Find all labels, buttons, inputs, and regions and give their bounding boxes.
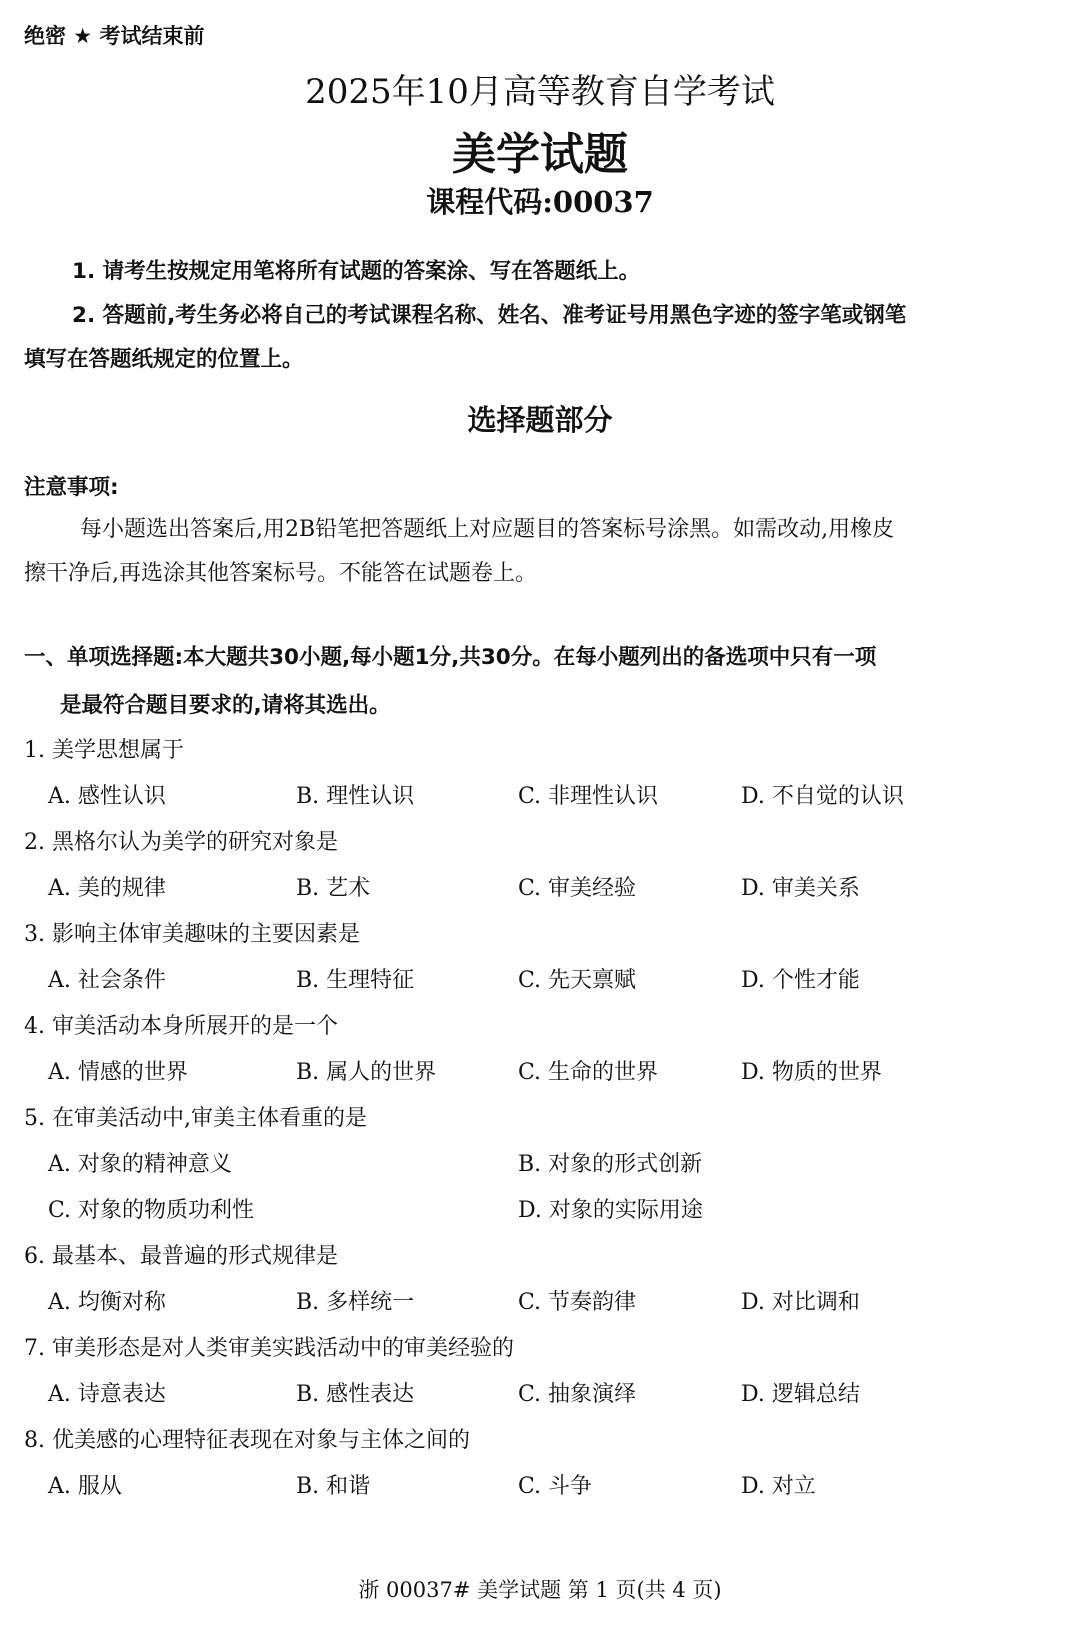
option-8d: D. 对立: [741, 1474, 816, 1499]
option-5d: D. 对象的实际用途: [518, 1198, 703, 1223]
option-7c: C. 抽象演绎: [518, 1382, 637, 1407]
question-5: 5. 在审美活动中,审美主体看重的是: [24, 1106, 367, 1131]
option-2b: B. 艺术: [296, 876, 371, 901]
option-8a: A. 服从: [48, 1474, 122, 1499]
option-5a: A. 对象的精神意义: [48, 1152, 232, 1177]
option-2c: C. 审美经验: [518, 876, 637, 901]
option-7a: A. 诗意表达: [48, 1382, 166, 1407]
confidential-label: 绝密 ★ 考试结束前: [24, 24, 205, 48]
subject-title: 美学试题: [452, 129, 628, 180]
notes-line-2: 擦干净后,再选涂其他答案标号。不能答在试题卷上。: [24, 561, 537, 586]
option-3d: D. 个性才能: [741, 968, 860, 993]
option-6c: C. 节奏韵律: [518, 1290, 637, 1315]
option-5b: B. 对象的形式创新: [518, 1152, 703, 1177]
option-4c: C. 生命的世界: [518, 1060, 659, 1085]
option-3b: B. 生理特征: [296, 968, 415, 993]
question-2: 2. 黑格尔认为美学的研究对象是: [24, 830, 338, 855]
option-8b: B. 和谐: [296, 1474, 371, 1499]
option-7d: D. 逻辑总结: [741, 1382, 860, 1407]
option-3a: A. 社会条件: [48, 968, 166, 993]
notes-title: 注意事项:: [24, 475, 119, 500]
option-1d: D. 不自觉的认识: [741, 784, 904, 809]
option-5c: C. 对象的物质功利性: [48, 1198, 255, 1223]
option-8c: C. 斗争: [518, 1474, 593, 1499]
course-code: 课程代码:00037: [426, 185, 654, 219]
option-3c: C. 先天禀赋: [518, 968, 637, 993]
option-1a: A. 感性认识: [48, 784, 166, 809]
notes-line-1: 每小题选出答案后,用2B铅笔把答题纸上对应题目的答案标号涂黑。如需改动,用橡皮: [80, 517, 895, 542]
question-7: 7. 审美形态是对人类审美实践活动中的审美经验的: [24, 1336, 514, 1361]
option-1b: B. 理性认识: [296, 784, 415, 809]
option-2d: D. 审美关系: [741, 876, 860, 901]
section-heading: 选择题部分: [467, 403, 613, 437]
option-4b: B. 属人的世界: [296, 1060, 437, 1085]
question-3: 3. 影响主体审美趣味的主要因素是: [24, 922, 360, 947]
instruction-line-1: 1. 请考生按规定用笔将所有试题的答案涂、写在答题纸上。: [72, 259, 641, 284]
option-2a: A. 美的规律: [48, 876, 166, 901]
instruction-line-2-continued: 填写在答题纸规定的位置上。: [24, 347, 304, 372]
option-4a: A. 情感的世界: [48, 1060, 188, 1085]
option-6a: A. 均衡对称: [48, 1290, 166, 1315]
question-4: 4. 审美活动本身所展开的是一个: [24, 1014, 338, 1039]
question-1: 1. 美学思想属于: [24, 738, 184, 763]
question-8: 8. 优美感的心理特征表现在对象与主体之间的: [24, 1428, 470, 1453]
option-6d: D. 对比调和: [741, 1290, 860, 1315]
page-footer: 浙 00037# 美学试题 第 1 页(共 4 页): [358, 1578, 722, 1602]
option-4d: D. 物质的世界: [741, 1060, 882, 1085]
option-6b: B. 多样统一: [296, 1290, 415, 1315]
exam-title: 2025年10月高等教育自学考试: [305, 72, 775, 112]
option-1c: C. 非理性认识: [518, 784, 659, 809]
part-heading: 一、单项选择题:本大题共30小题,每小题1分,共30分。在每小题列出的备选项中只有一项: [24, 645, 877, 670]
option-7b: B. 感性表达: [296, 1382, 415, 1407]
instruction-line-2: 2. 答题前,考生务必将自己的考试课程名称、姓名、准考证号用黑色字迹的签字笔或钢笔: [72, 303, 907, 328]
part-heading-continued: 是最符合题目要求的,请将其选出。: [60, 693, 391, 718]
question-6: 6. 最基本、最普遍的形式规律是: [24, 1244, 338, 1269]
